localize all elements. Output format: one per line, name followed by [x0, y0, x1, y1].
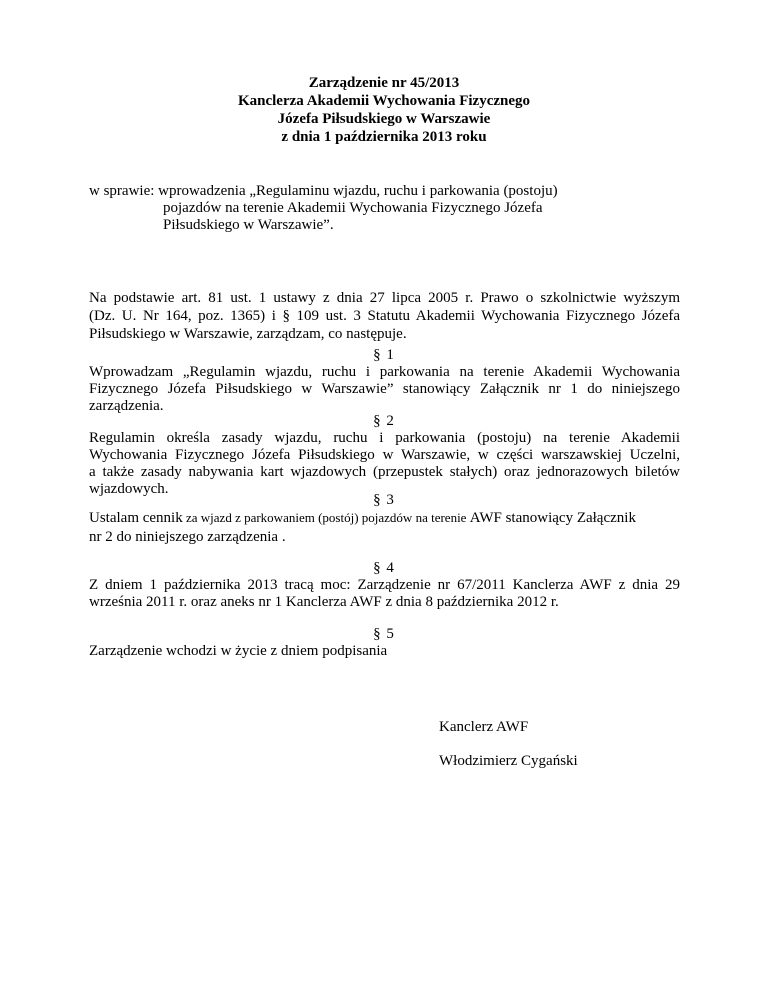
subject-line-1: w sprawie: wprowadzenia „Regulaminu wjazdu, ruchu i parkowania (postoju): [89, 183, 558, 199]
section-3-line-1-part-a: Ustalam cennik: [89, 510, 183, 526]
section-1-line-3: zarządzenia.: [89, 398, 164, 414]
section-4-text: [89, 577, 680, 611]
section-2-mark: § 2: [373, 413, 395, 429]
section-1-text: [89, 364, 680, 415]
signature-name: Włodzimierz Cygański: [439, 753, 578, 769]
subject-block: [89, 183, 689, 234]
section-1-line-2: Fizycznego Józefa Piłsudskiego w Warszawie” stanowiący Załącznik nr 1 do niniejszego: [89, 381, 680, 397]
section-4-line-1: Z dniem 1 października 2013 tracą moc: Zarządzenie nr 67/2011 Kanclerza AWF z dnia 29: [89, 577, 680, 593]
section-4-mark: § 4: [373, 560, 395, 576]
section-1-line-1: Wprowadzam „Regulamin wjazdu, ruchu i parkowania na terenie Akademii Wychowania: [89, 364, 680, 380]
section-4-line-2: września 2011 r. oraz aneks nr 1 Kanclerza AWF z dnia 8 października 2012 r.: [89, 594, 559, 610]
basis-line-3: Piłsudskiego w Warszawie, zarządzam, co następuje.: [89, 326, 407, 342]
section-3-mark: § 3: [373, 492, 395, 508]
subject-line-2: pojazdów na terenie Akademii Wychowania Fizycznego Józefa: [163, 200, 543, 216]
section-3-text: [89, 509, 680, 546]
basis-line-1: Na podstawie art. 81 ust. 1 ustawy z dnia 27 lipca 2005 r. Prawo o szkolnictwie wyższym: [89, 290, 680, 306]
title-line-4: z dnia 1 października 2013 roku: [281, 129, 487, 145]
section-5-mark: § 5: [373, 626, 395, 642]
legal-basis-paragraph: [89, 289, 680, 343]
section-3-line-1-part-c: AWF stanowiący Załącznik: [469, 510, 636, 526]
title-line-3: Józefa Piłsudskiego w Warszawie: [277, 111, 491, 127]
section-2-text: [89, 430, 680, 498]
title-line-2: Kanclerza Akademii Wychowania Fizycznego: [237, 93, 531, 109]
section-1-mark: § 1: [373, 347, 395, 363]
signature-role: Kanclerz AWF: [439, 719, 529, 735]
subject-line-3: Piłsudskiego w Warszawie”.: [163, 217, 334, 233]
title-line-1: Zarządzenie nr 45/2013: [308, 75, 460, 91]
basis-line-2: (Dz. U. Nr 164, poz. 1365) i § 109 ust. 3 Statutu Akademii Wychowania Fizycznego Józefa: [89, 308, 680, 324]
document-title: [0, 74, 768, 146]
section-3-line-2: nr 2 do niniejszego zarządzenia .: [89, 529, 286, 545]
section-3-line-1: [89, 509, 680, 527]
section-5-line-1: Zarządzenie wchodzi w życie z dniem podpisania: [89, 643, 388, 659]
section-2-line-3: a także zasady nabywania kart wjazdowych (przepustek stałych) oraz jednorazowych biletów: [89, 464, 680, 480]
section-3-line-1-part-b: za wjazd z parkowaniem (postój) pojazdów na terenie: [182, 510, 470, 525]
section-5-text: [89, 643, 680, 660]
section-2-line-1: Regulamin określa zasady wjazdu, ruchu i parkowania (postoju) na terenie Akademii: [89, 430, 680, 446]
section-2-line-4: wjazdowych.: [89, 481, 169, 497]
section-2-line-2: Wychowania Fizycznego Józefa Piłsudskiego w Warszawie, w części warszawskiej Uczelni,: [89, 447, 680, 463]
